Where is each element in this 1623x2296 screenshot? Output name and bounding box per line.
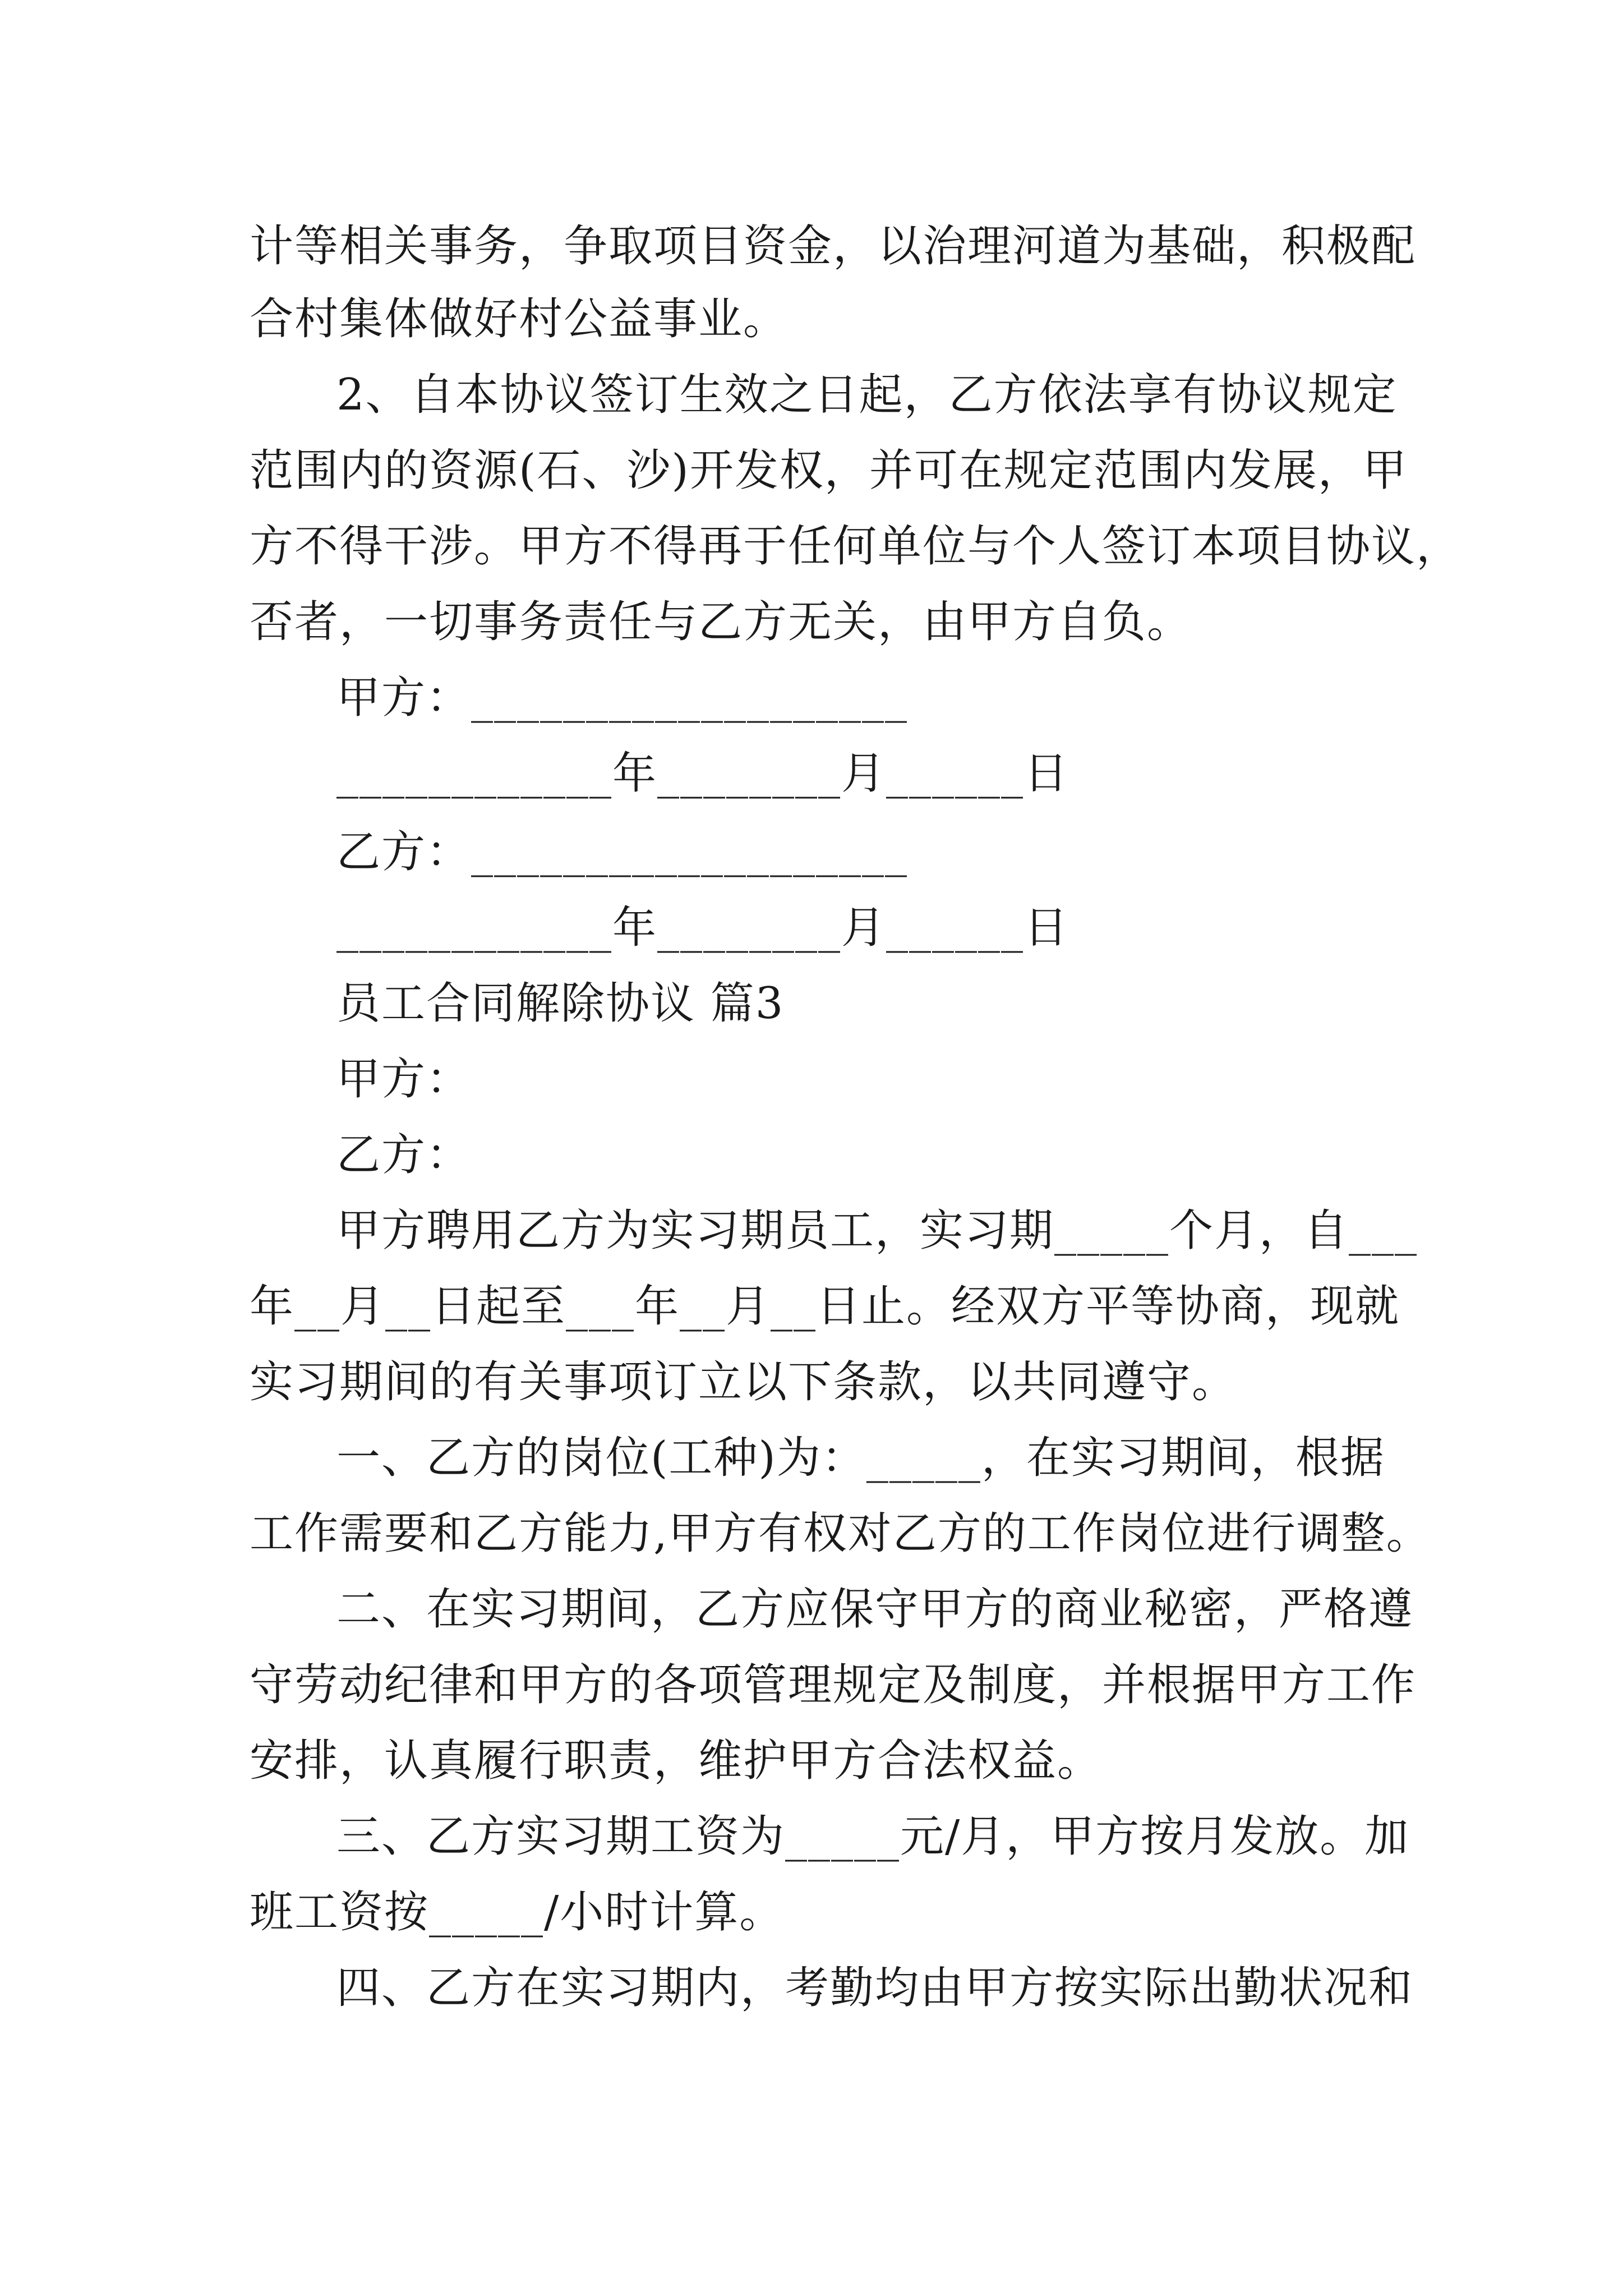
paragraph-line: 一、乙方的岗位(工种)为：_____，在实习期间，根据 (336, 1433, 1385, 1483)
paragraph-line: 范围内的资源(石、沙)开发权，并可在规定范围内发展，甲 (250, 445, 1408, 496)
party-b-signature-line: 乙方：___________________ (336, 827, 909, 877)
paragraph-line: 年__月__日起至___年__月__日止。经双方平等协商，现就 (250, 1281, 1400, 1332)
paragraph-line: 三、乙方实习期工资为_____元/月，甲方按月发放。加 (336, 1811, 1410, 1862)
paragraph-line: 实习期间的有关事项订立以下条款，以共同遵守。 (250, 1357, 1237, 1407)
paragraph-line: 计等相关事务，争取项目资金，以治理河道为基础，积极配 (250, 221, 1417, 272)
party-a-date-line: ____________年________月______日 (336, 748, 1069, 799)
party-a-signature-line: 甲方：___________________ (336, 673, 909, 723)
party-b-label: 乙方： (336, 1130, 472, 1180)
paragraph-line: 四、乙方在实习期内，考勤均由甲方按实际出勤状况和 (336, 1963, 1414, 2013)
paragraph-line: 二、在实习期间，乙方应保守甲方的商业秘密，严格遵 (336, 1584, 1414, 1635)
paragraph-line: 否者，一切事务责任与乙方无关，由甲方自负。 (250, 597, 1192, 647)
paragraph-line: 守劳动纪律和甲方的各项管理规定及制度，并根据甲方工作 (250, 1660, 1417, 1710)
paragraph-line: 2、自本协议签订生效之日起，乙方依法享有协议规定 (336, 370, 1398, 420)
paragraph-line: 班工资按_____/小时计算。 (250, 1887, 785, 1938)
paragraph-line: 工作需要和乙方能力,甲方有权对乙方的工作岗位进行调整。 (250, 1508, 1431, 1559)
section-title: 员工合同解除协议 篇3 (336, 978, 785, 1029)
party-b-date-line: ____________年________月______日 (336, 903, 1069, 953)
paragraph-line: 方不得干涉。甲方不得再于任何单位与个人签订本项目协议， (250, 521, 1461, 572)
paragraph-line: 安排，认真履行职责，维护甲方合法权益。 (250, 1736, 1103, 1786)
paragraph-line: 合村集体做好村公益事业。 (250, 294, 789, 344)
party-a-label: 甲方： (336, 1054, 472, 1105)
paragraph-line: 甲方聘用乙方为实习期员工，实习期_____个月，自___ (336, 1205, 1418, 1256)
